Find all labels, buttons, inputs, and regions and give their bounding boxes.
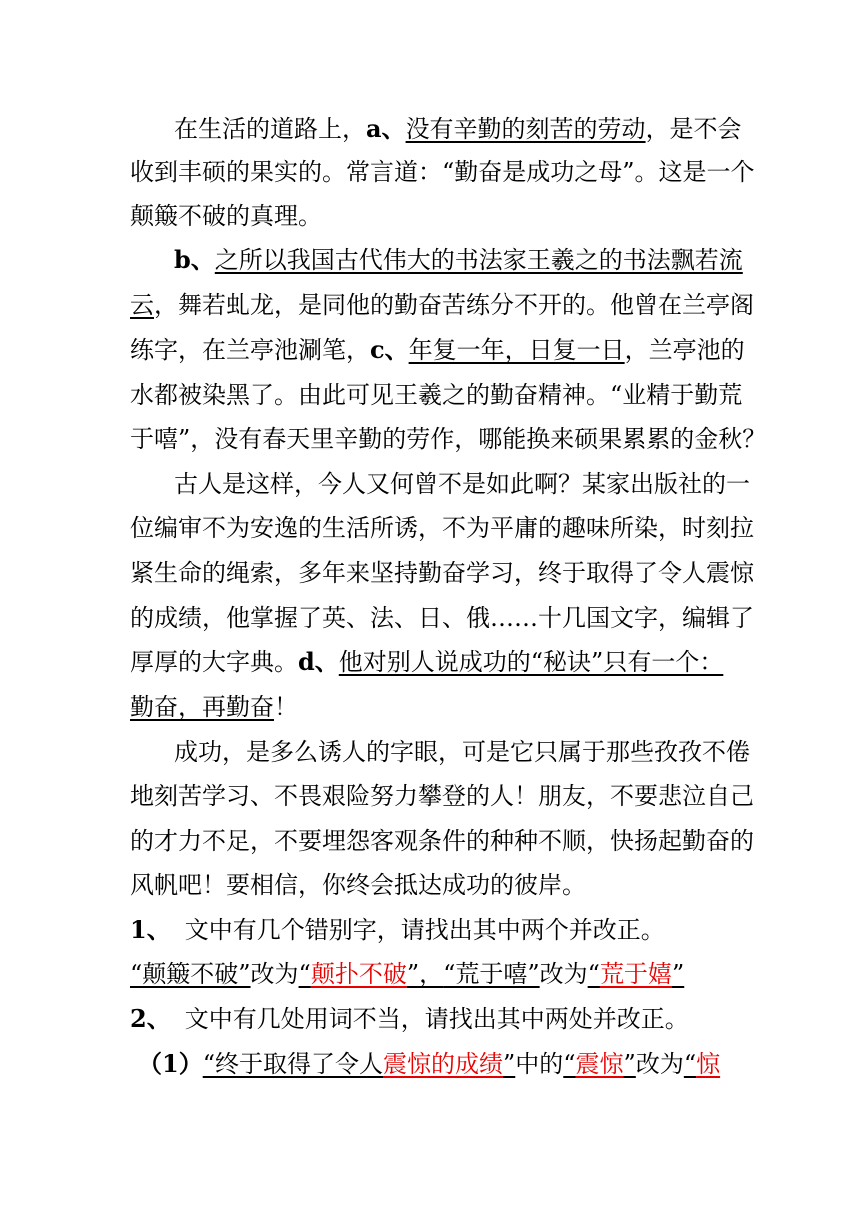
paragraph-line <box>130 378 743 412</box>
paragraph-line <box>130 199 730 233</box>
answer-text: 中的 <box>515 1050 564 1078</box>
answer-quote-mark: “ <box>587 960 600 988</box>
question-1 <box>130 913 730 947</box>
text-span: 风帆吧！要相信，你终会抵达成功的彼岸。 <box>130 871 586 899</box>
answer-text: 改为 <box>635 1050 684 1078</box>
answer-quote: “终于取得了令人 <box>202 1050 383 1078</box>
paragraph-line <box>130 779 754 813</box>
paragraph-line <box>130 868 730 902</box>
question-2 <box>130 1002 730 1036</box>
text-span: 收到丰硕的果实的。常言道：“勤奋是成功之母”。这是一个 <box>130 158 755 186</box>
answer-number: （1） <box>138 1049 203 1078</box>
paragraph-line <box>130 556 754 590</box>
answer-quote-mark: “ <box>563 1050 576 1078</box>
paragraph-line <box>130 422 767 456</box>
answer-quote-mark: ” <box>671 960 685 988</box>
text-span: 成功，是多么诱人的字眼，可是它只属于那些孜孜不倦 <box>174 738 750 766</box>
text-span: 位编审不为安逸的生活所诱，不为平庸的趣味所染，时刻拉 <box>130 514 754 542</box>
label-c: c、 <box>370 335 409 364</box>
label-d: d、 <box>298 647 339 676</box>
answer-quote-mark: ”， <box>406 960 444 988</box>
paragraph-line <box>130 333 745 367</box>
underlined-phrase-a: 没有辛勤的刻苦的劳动 <box>405 115 646 143</box>
paragraph-line <box>130 645 730 679</box>
label-b: b、 <box>174 245 215 274</box>
text-span: ，是不会 <box>645 115 742 143</box>
question-number: 2、 <box>130 1004 171 1033</box>
answer-highlight: 震惊 <box>575 1050 624 1078</box>
text-span: 于嘻”，没有春天里辛勤的劳作，哪能换来硕果累累的金秋？ <box>130 425 767 453</box>
answer-highlight: 震惊的成绩 <box>382 1050 503 1078</box>
text-span: 古人是这样，今人又何曾不是如此啊？某家出版社的一 <box>174 470 750 498</box>
paragraph-line <box>174 243 743 277</box>
answer-2 <box>138 1047 734 1081</box>
question-number: 1、 <box>130 915 171 944</box>
question-text: 文中有几个错别字，请找出其中两个并改正。 <box>184 916 665 944</box>
text-span: 厚厚的大字典。 <box>130 648 298 676</box>
underlined-phrase-b: 之所以我国古代伟大的书法家王羲之的书法飘若流 <box>214 246 743 274</box>
answer-quote: “荒于嘻” <box>443 960 540 988</box>
answer-correction: 颠扑不破 <box>310 960 407 988</box>
text-span: ！ <box>274 693 298 721</box>
answer-1 <box>130 957 730 991</box>
answer-text: 改为 <box>250 960 299 988</box>
text-span: 练字，在兰亭池涮笔， <box>130 336 370 364</box>
text-span: ，兰亭池的 <box>624 336 745 364</box>
underlined-phrase-c: 年复一年，日复一日 <box>408 336 625 364</box>
text-span: 紧生命的绳索，多年来坚持勤奋学习，终于取得了令人震惊 <box>130 559 754 587</box>
text-span: ，舞若虬龙，是同他的勤奋苦练分不开的。他曾在兰亭阁 <box>154 291 754 319</box>
text-span: 的成绩，他掌握了英、法、日、俄……十几国文字，编辑了 <box>130 604 754 632</box>
answer-correction: 惊 <box>696 1050 721 1078</box>
paragraph-line <box>130 601 754 635</box>
paragraph-line <box>130 824 754 858</box>
label-a: a、 <box>366 114 406 143</box>
text-span: 颠簸不破的真理。 <box>130 202 322 230</box>
paragraph-line <box>174 467 750 501</box>
paragraph-line <box>130 690 730 724</box>
question-text: 文中有几处用词不当，请找出其中两处并改正。 <box>184 1005 689 1033</box>
paragraph-line <box>174 112 742 146</box>
text-span: 在生活的道路上， <box>174 115 366 143</box>
answer-correction: 荒于嬉 <box>599 960 672 988</box>
paragraph-line <box>130 511 754 545</box>
answer-quote: “颠簸不破” <box>130 960 251 988</box>
answer-quote-mark: ” <box>502 1050 516 1078</box>
paragraph-line <box>130 288 754 322</box>
text-span: 水都被染黑了。由此可见王羲之的勤奋精神。“业精于勤荒 <box>130 381 743 409</box>
text-span: 的才力不足，不要埋怨客观条件的种种不顺，快扬起勤奋的 <box>130 827 754 855</box>
paragraph-line <box>174 735 750 769</box>
answer-quote-mark: ” <box>623 1050 636 1078</box>
underlined-phrase-d-cont: 勤奋，再勤奋 <box>130 693 274 721</box>
answer-text: 改为 <box>539 960 588 988</box>
answer-quote-mark: “ <box>683 1050 697 1078</box>
answer-quote-mark: “ <box>298 960 311 988</box>
paragraph-line <box>130 155 755 189</box>
underlined-phrase-d: 他对别人说成功的“秘诀”只有一个： <box>338 648 724 676</box>
text-span: 地刻苦学习、不畏艰险努力攀登的人！朋友，不要悲泣自己 <box>130 782 754 810</box>
underlined-phrase-b-cont: 云 <box>130 291 154 319</box>
